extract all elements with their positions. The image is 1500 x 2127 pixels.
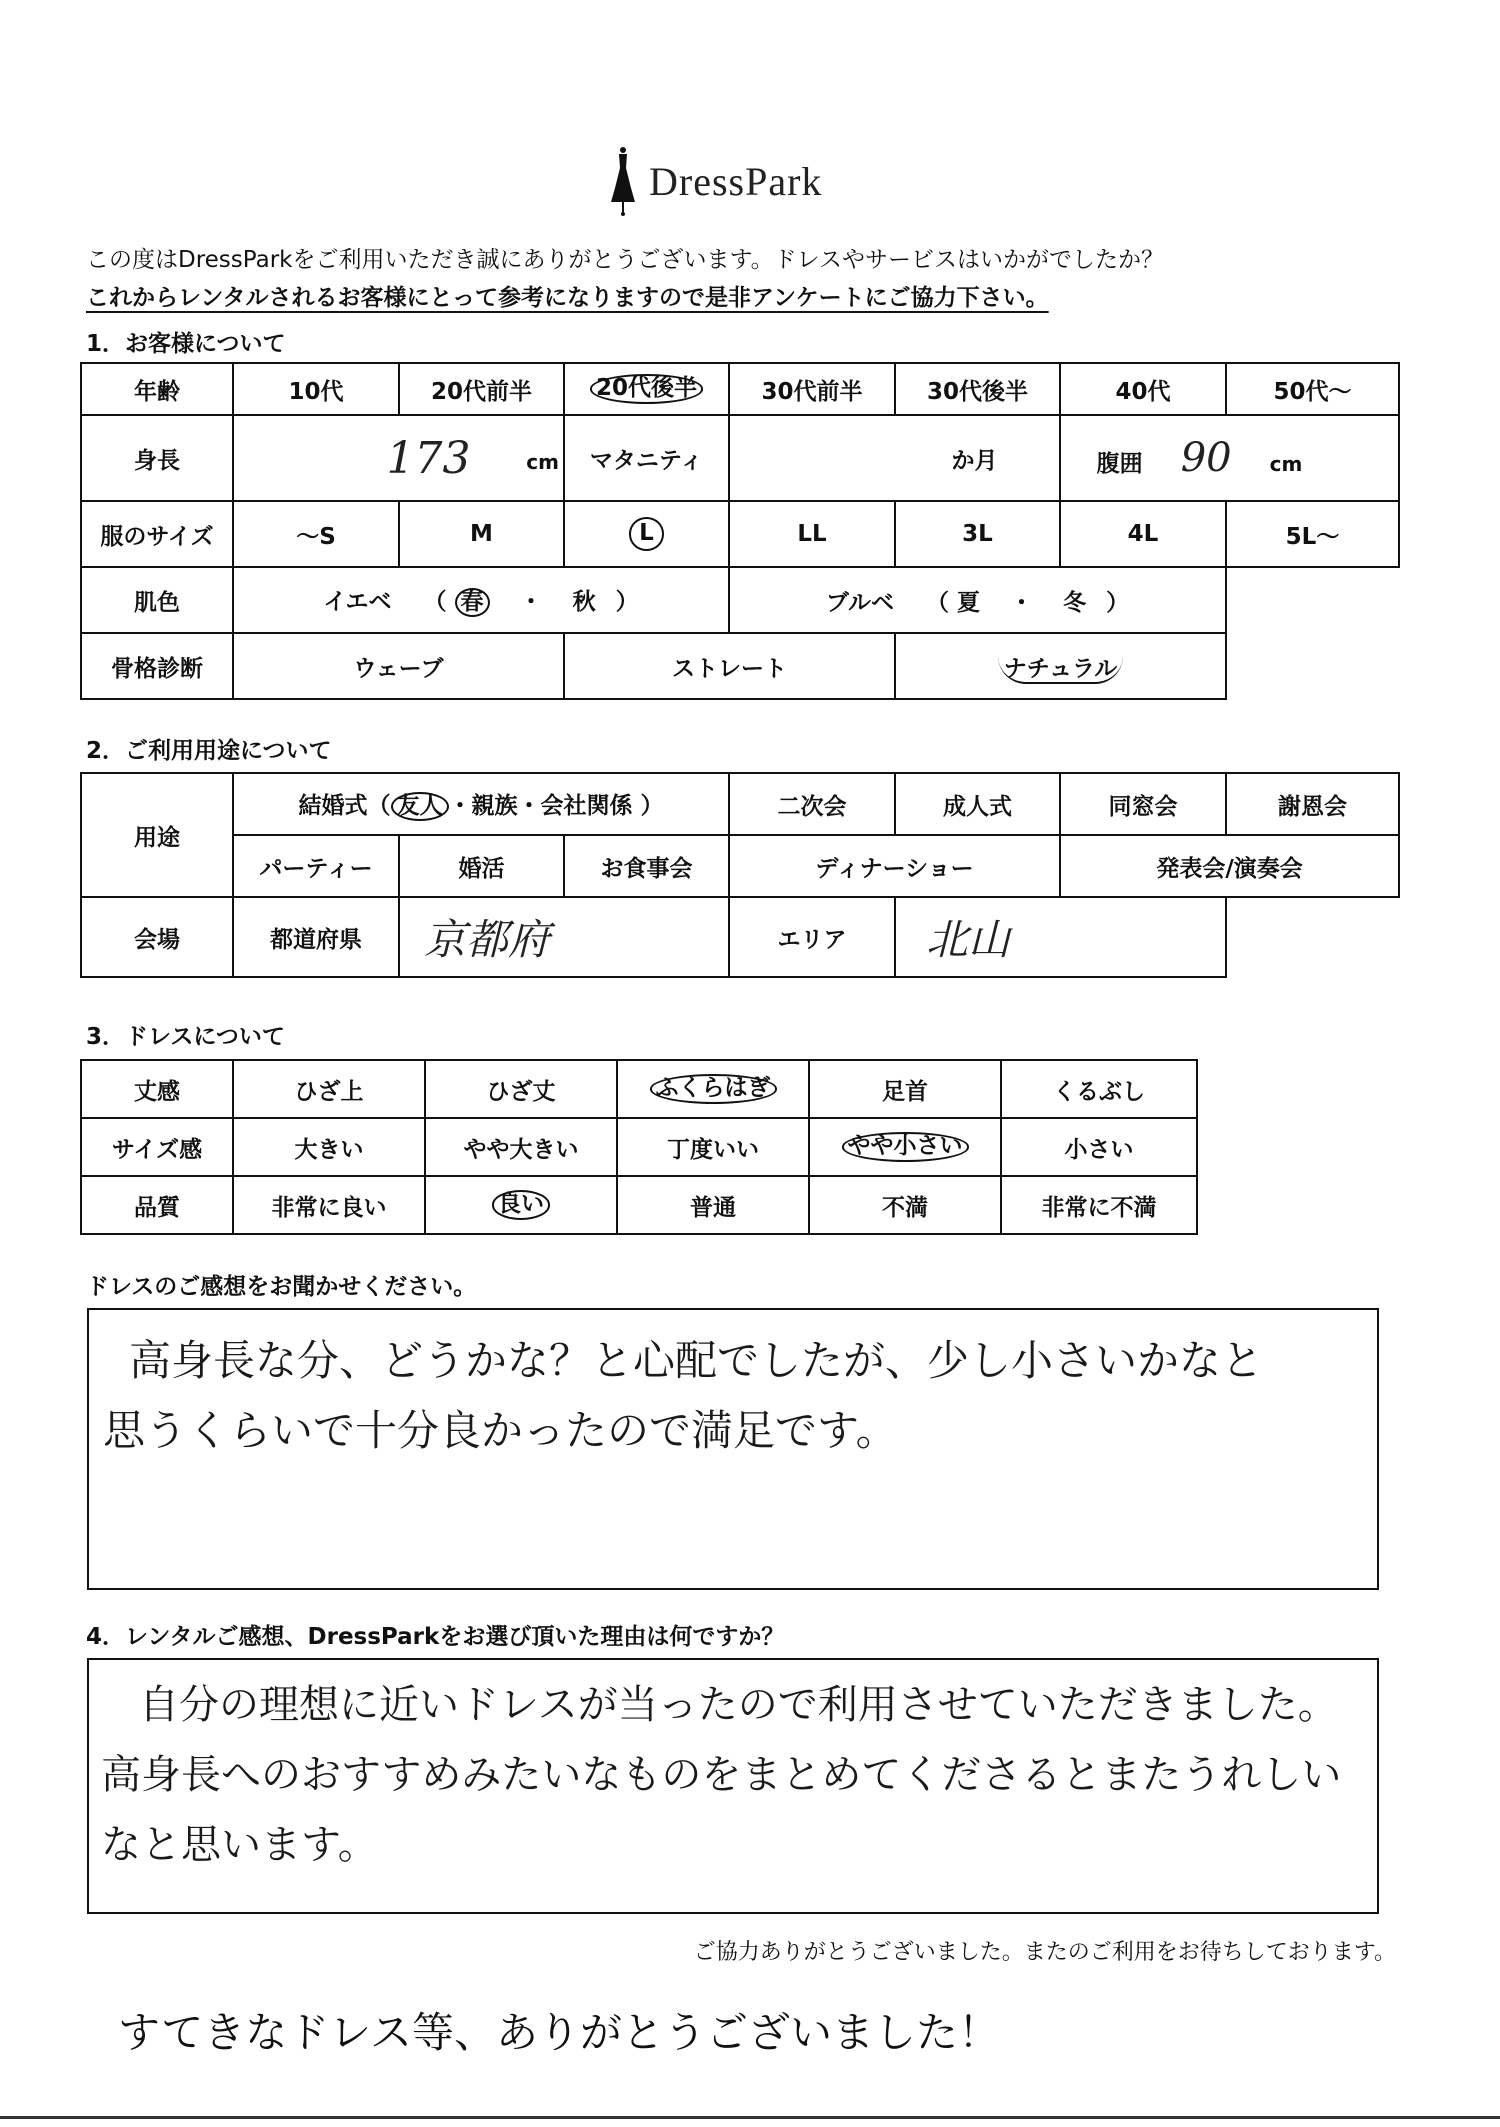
quality-option[interactable]: 非常に良い xyxy=(233,1176,425,1234)
closing-message: ご協力ありがとうございました。またのご利用をお待ちしております。 xyxy=(693,1940,1396,1965)
skin-label: 肌色 xyxy=(81,567,233,633)
purpose-label: 用途 xyxy=(81,773,233,897)
empty-cell xyxy=(1226,633,1399,699)
size-label: 服のサイズ xyxy=(81,501,233,567)
paren-open: （ xyxy=(423,588,447,615)
skin-row xyxy=(81,567,1399,633)
blue-base-cell[interactable] xyxy=(729,567,1226,633)
purpose-option[interactable]: 謝恩会 xyxy=(1226,773,1399,835)
maternity-unit: か月 xyxy=(951,447,998,474)
size-option[interactable]: 5L～ xyxy=(1226,501,1399,567)
selected-mark: ナチュラル xyxy=(998,656,1124,684)
age-option[interactable]: 30代後半 xyxy=(895,363,1060,415)
section-2-title: 2．ご利用用途について xyxy=(86,738,332,764)
reason-line: なと思います。 xyxy=(101,1822,378,1868)
winter-option[interactable]: 冬 xyxy=(1063,589,1087,616)
height-field[interactable] xyxy=(233,415,564,501)
height-value: 173 xyxy=(386,432,471,484)
maternity-label: マタニティ xyxy=(564,415,729,501)
purpose-option[interactable]: 発表会/演奏会 xyxy=(1060,835,1399,897)
length-label: 丈感 xyxy=(81,1060,233,1118)
height-label: 身長 xyxy=(81,415,233,501)
purpose-row-2 xyxy=(81,835,1399,897)
intro-line-2: これからレンタルされるお客様にとって参考になりますので是非アンケートにご協力下さい。 xyxy=(86,285,1049,311)
waist-field[interactable] xyxy=(1060,415,1399,501)
quality-option-selected[interactable] xyxy=(425,1176,617,1234)
frame-option[interactable]: ウェーブ xyxy=(233,633,564,699)
friend-selected[interactable]: 友人 xyxy=(391,792,449,821)
venue-row xyxy=(81,897,1399,977)
impression-box[interactable] xyxy=(87,1308,1379,1590)
purpose-option[interactable]: パーティー xyxy=(233,835,399,897)
brand-name: DressPark xyxy=(649,159,823,204)
length-option[interactable]: くるぶし xyxy=(1001,1060,1197,1118)
fit-option[interactable]: 小さい xyxy=(1001,1118,1197,1176)
handwritten-footer: すてきなドレス等、ありがとうございました！ xyxy=(118,2008,1001,2057)
fit-option[interactable]: 丁度いい xyxy=(617,1118,809,1176)
paren-close: ） xyxy=(615,588,639,615)
impression-line: 思うくらいで十分良かったので満足です。 xyxy=(103,1406,898,1455)
selected-circle: 良い xyxy=(492,1190,550,1219)
fit-row xyxy=(81,1118,1197,1176)
intro-line-1: この度はDressParkをご利用いただき誠にありがとうございます。ドレスやサービスはいかがでしたか？ xyxy=(86,247,1164,273)
impression-line: 高身長な分、どうかな？と心配でしたが、少し小さいかなと xyxy=(129,1336,1264,1385)
waist-label: 腹囲 xyxy=(1096,451,1143,477)
fit-option[interactable]: 大きい xyxy=(233,1118,425,1176)
age-option[interactable]: 20代前半 xyxy=(399,363,564,415)
venue-label: 会場 xyxy=(81,897,233,977)
wedding-others: ・親族・会社関係 ） xyxy=(448,792,664,819)
age-option[interactable]: 30代前半 xyxy=(729,363,895,415)
waist-value: 90 xyxy=(1180,435,1232,481)
section-1-title: 1．お客様について xyxy=(86,331,286,357)
reason-line: 自分の理想に近いドレスが当ったので利用させていただきました。 xyxy=(139,1682,1338,1728)
frame-row xyxy=(81,633,1399,699)
frame-label: 骨格診断 xyxy=(81,633,233,699)
prefecture-value: 京都府 xyxy=(424,915,551,964)
autumn-option[interactable]: 秋 xyxy=(572,588,596,615)
area-field[interactable] xyxy=(895,897,1226,977)
purpose-option[interactable]: ディナーショー xyxy=(729,835,1060,897)
purpose-option[interactable]: お食事会 xyxy=(564,835,729,897)
quality-option[interactable]: 不満 xyxy=(809,1176,1001,1234)
section-3-title: 3．ドレスについて xyxy=(86,1024,285,1050)
usage-table xyxy=(80,772,1400,978)
size-option[interactable]: M xyxy=(399,501,564,567)
selected-circle: ふくらはぎ xyxy=(650,1074,777,1103)
purpose-row-1 xyxy=(81,773,1399,835)
selected-circle: やや小さい xyxy=(842,1132,969,1161)
dresspark-logo xyxy=(605,140,905,220)
yellow-base-label: イエベ xyxy=(323,588,392,615)
quality-option[interactable]: 非常に不満 xyxy=(1001,1176,1197,1234)
fit-option[interactable]: やや大きい xyxy=(425,1118,617,1176)
size-row xyxy=(81,501,1399,567)
reason-line: 高身長へのおすすめみたいなものをまとめてくださるとまたうれしい xyxy=(101,1752,1342,1798)
area-value: 北山 xyxy=(926,915,1011,964)
empty-cell xyxy=(1226,897,1399,977)
scan-edge-line xyxy=(0,2116,1500,2119)
quality-label: 品質 xyxy=(81,1176,233,1234)
empty-cell xyxy=(1226,567,1399,633)
height-row xyxy=(81,415,1399,501)
length-row xyxy=(81,1060,1197,1118)
separator: ・ xyxy=(1010,589,1034,616)
impression-prompt: ドレスのご感想をお聞かせください。 xyxy=(86,1274,477,1300)
quality-row xyxy=(81,1176,1197,1234)
prefecture-field[interactable] xyxy=(399,897,729,977)
size-option[interactable]: 3L xyxy=(895,501,1060,567)
wedding-cell[interactable] xyxy=(233,773,729,835)
summer-option[interactable]: 夏 xyxy=(957,589,981,616)
waist-unit: cm xyxy=(1269,452,1303,476)
frame-option-selected[interactable] xyxy=(895,633,1226,699)
paren-open: （ xyxy=(926,589,950,616)
purpose-option[interactable]: 同窓会 xyxy=(1060,773,1226,835)
purpose-option[interactable]: 二次会 xyxy=(729,773,895,835)
dress-table xyxy=(80,1059,1198,1235)
age-option-selected[interactable] xyxy=(564,363,729,415)
prefecture-label: 都道府県 xyxy=(233,897,399,977)
dress-icon xyxy=(605,144,641,216)
spring-selected[interactable]: 春 xyxy=(455,588,490,617)
fit-option-selected[interactable] xyxy=(809,1118,1001,1176)
selected-circle: L xyxy=(629,517,664,550)
height-unit: cm xyxy=(526,450,559,474)
customer-table xyxy=(80,362,1400,700)
age-row xyxy=(81,363,1399,415)
separator: ・ xyxy=(519,588,543,615)
blue-base-label: ブルベ xyxy=(825,589,894,616)
quality-option[interactable]: 普通 xyxy=(617,1176,809,1234)
age-option[interactable]: 50代～ xyxy=(1226,363,1399,415)
frame-option[interactable]: ストレート xyxy=(564,633,895,699)
length-option-selected[interactable] xyxy=(617,1060,809,1118)
yellow-base-cell[interactable] xyxy=(233,567,729,633)
length-option[interactable]: ひざ上 xyxy=(233,1060,425,1118)
size-option-selected[interactable] xyxy=(564,501,729,567)
paren-close: ） xyxy=(1106,589,1130,616)
age-label: 年齢 xyxy=(81,363,233,415)
length-option[interactable]: ひざ丈 xyxy=(425,1060,617,1118)
area-label: エリア xyxy=(729,897,895,977)
size-option[interactable]: LL xyxy=(729,501,895,567)
purpose-option[interactable]: 成人式 xyxy=(895,773,1060,835)
age-option[interactable]: 40代 xyxy=(1060,363,1226,415)
maternity-field[interactable] xyxy=(729,415,1060,501)
size-option[interactable]: ～S xyxy=(233,501,399,567)
length-option[interactable]: 足首 xyxy=(809,1060,1001,1118)
wedding-label: 結婚式（ xyxy=(298,792,391,819)
selected-circle: 20代後半 xyxy=(590,374,703,403)
fit-label: サイズ感 xyxy=(81,1118,233,1176)
age-option[interactable]: 10代 xyxy=(233,363,399,415)
section-4-title: 4．レンタルご感想、DressParkをお選び頂いた理由は何ですか？ xyxy=(86,1624,785,1650)
purpose-option[interactable]: 婚活 xyxy=(399,835,564,897)
reason-box[interactable] xyxy=(87,1658,1379,1914)
size-option[interactable]: 4L xyxy=(1060,501,1226,567)
